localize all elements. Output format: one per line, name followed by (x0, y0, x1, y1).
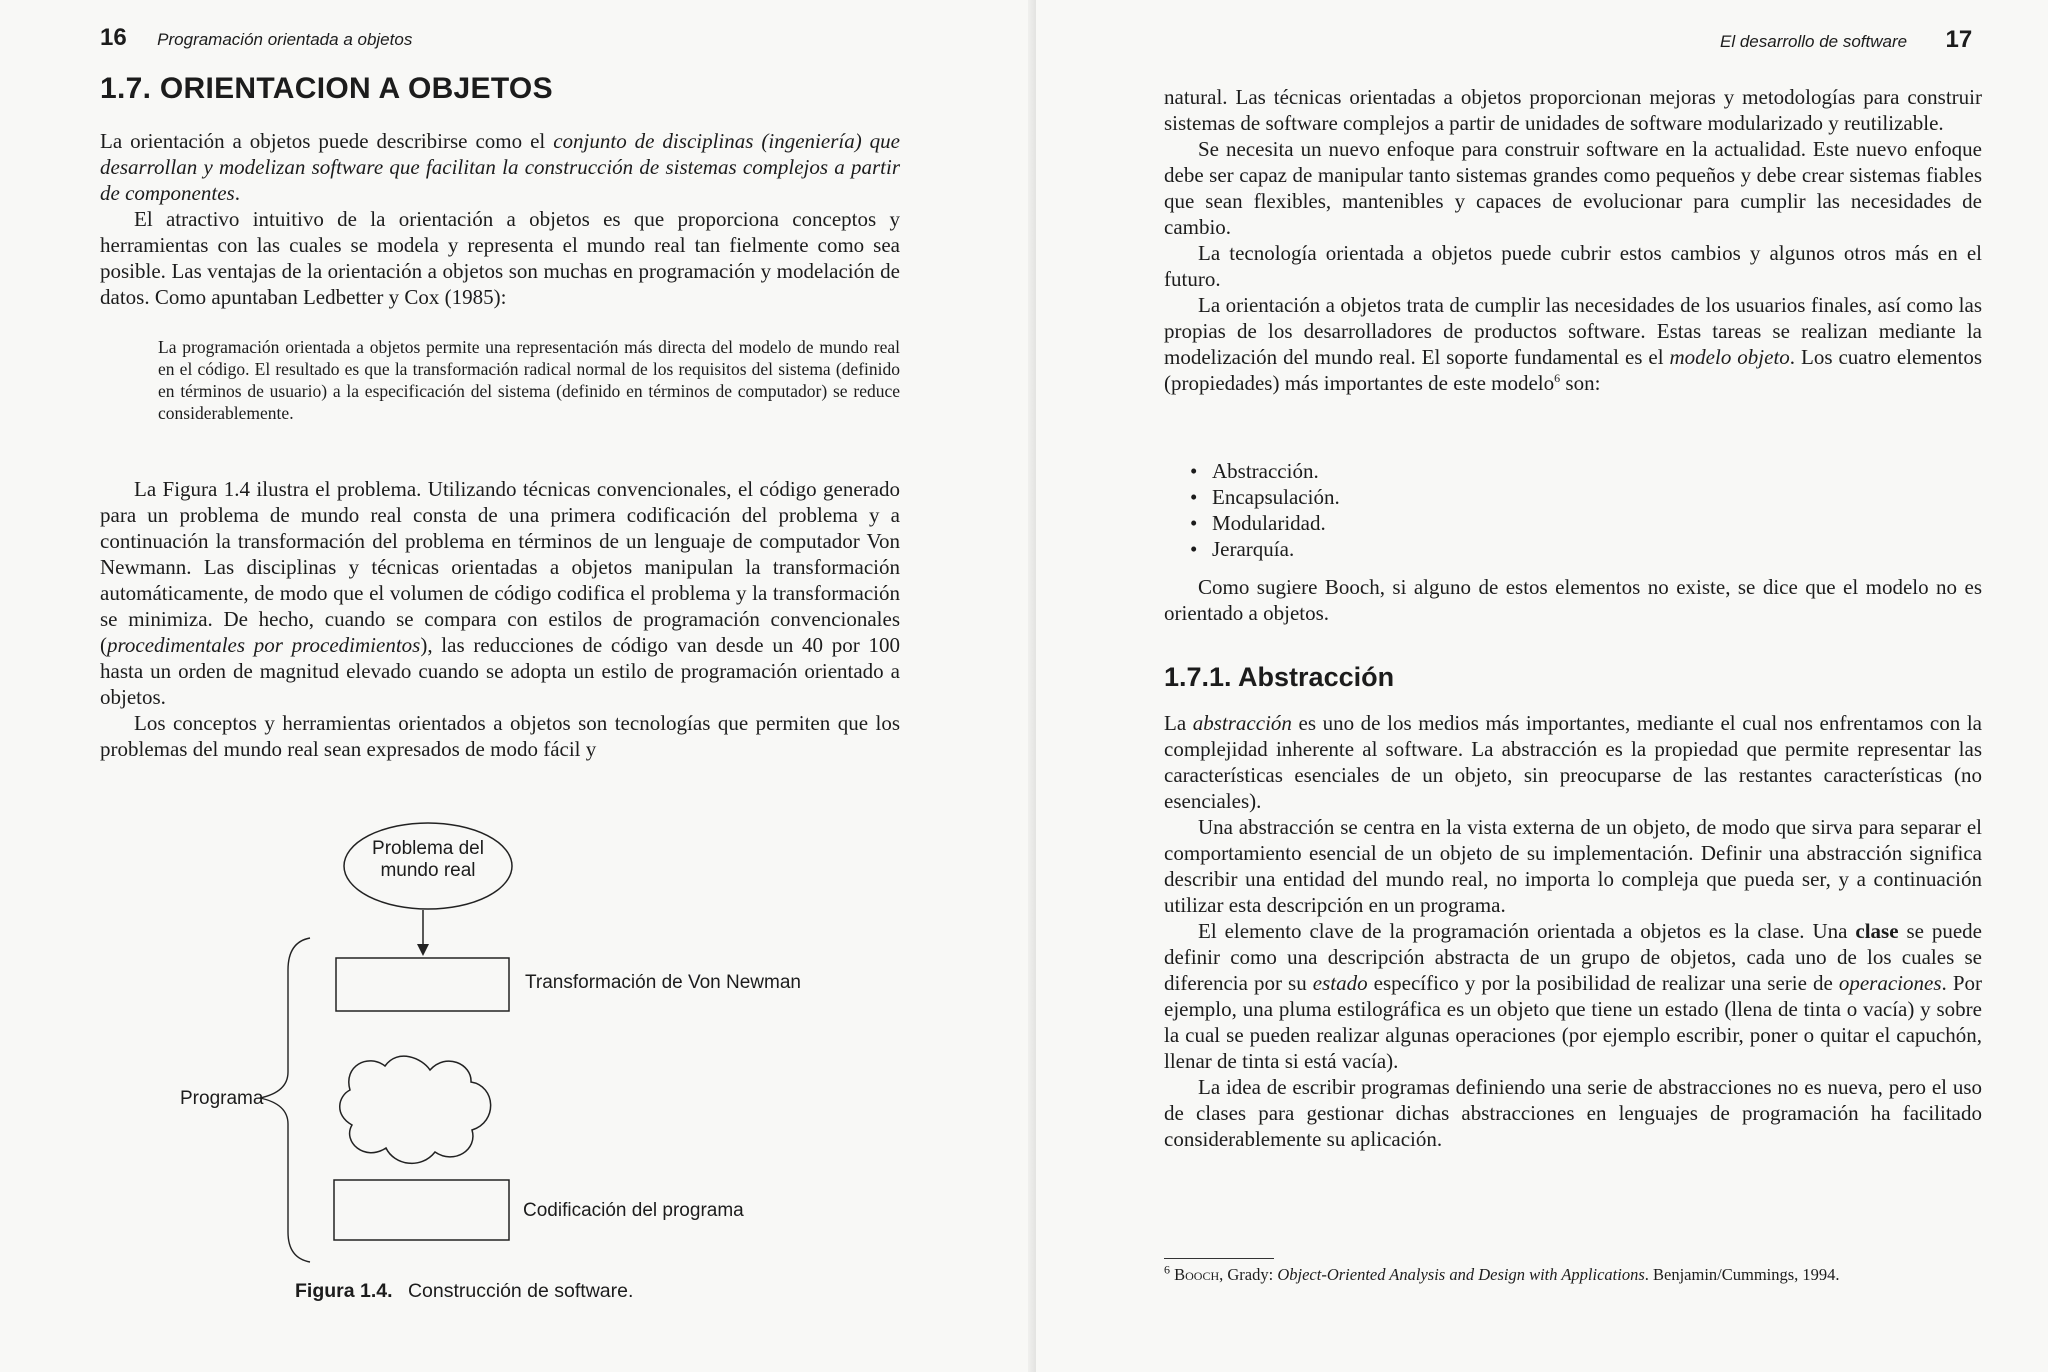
paragraph: natural. Las técnicas orientadas a objetos proporcionan mejoras y metodologías para construir sistemas de software complejos a partir de unidades de software modularizado y reutilizable. (1164, 85, 1982, 135)
left-body-top (100, 128, 900, 310)
figure-drawing (160, 820, 880, 1280)
footnote-ref: 6 (1554, 371, 1561, 385)
figure-caption-text: Construcción de software. (407, 1280, 634, 1302)
left-running-title: Programación orientada a objetos (157, 30, 413, 49)
left-body-bottom (100, 476, 900, 762)
italic-term: abstracción (1192, 711, 1292, 735)
right-body-middle (1164, 574, 1982, 626)
footnote-author: Booch (1174, 1265, 1220, 1284)
footnote (1164, 1264, 1982, 1286)
left-running-head (100, 24, 412, 52)
transformation-label: Transformación de Von Newman (525, 972, 801, 993)
program-label: Programa (180, 1088, 264, 1109)
italic-term: modelo objeto (1669, 345, 1790, 369)
footnote-title: Object-Oriented Analysis and Design with Applications (1277, 1265, 1645, 1284)
paragraph (1164, 292, 1982, 396)
text: . Benjamin/Cummings, 1994. (1644, 1265, 1840, 1284)
paragraph (100, 128, 900, 206)
block-quote: La programación orientada a objetos permite una representación más directa del modelo de mundo real en el código. El resultado es que la transformación radical normal de los requisitos del sistema (definido en términos de usuario) a la especificación del sistema (definido en términos de computador) se reduce considerablemente. (158, 337, 900, 423)
problem-label: Problema del mundo real (372, 838, 484, 881)
text: es uno de los medios más importantes, mediante el cual nos enfrentamos con la complejidad inherente al software. La abstracción es la propiedad que permite representar las características esenciales de un objeto, sin preocuparse de las restantes características (no esenciales). (1164, 711, 1982, 813)
paragraph: Como sugiere Booch, si alguno de estos elementos no existe, se dice que el modelo no es orientado a objetos. (1164, 575, 1982, 625)
right-body-bottom (1164, 710, 1982, 1152)
subsection-heading: 1.7.1. Abstracción (1164, 662, 1395, 692)
footnote-number: 6 (1164, 1262, 1170, 1277)
transformation-box (336, 958, 509, 1011)
text: son: (1560, 371, 1601, 395)
paragraph (1164, 710, 1982, 814)
right-running-head (1720, 26, 1972, 54)
text: se puede definir como una descripción abstracta de un grupo de objetos, cada uno de los cuales se diferencia por su (1164, 919, 1982, 995)
paragraph: La tecnología orientada a objetos puede cubrir estos cambios y algunos otros más en el futuro. (1164, 241, 1982, 291)
paragraph: La idea de escribir programas definiendo una serie de abstracciones no es nueva, pero el uso de clases para gestionar dichas abstracciones en lenguajes de programación ha facilitado considerablemente su aplicación. (1164, 1075, 1982, 1151)
section-heading: 1.7. ORIENTACION A OBJETOS (100, 72, 553, 105)
text: , Grady: (1219, 1265, 1278, 1284)
codification-label: Codificación del programa (523, 1200, 744, 1221)
list-item: • Abstracción. (1190, 458, 1340, 484)
paragraph (100, 476, 900, 710)
list-item: • Modularidad. (1190, 510, 1340, 536)
paragraph: Los conceptos y herramientas orientados a objetos son tecnologías que permiten que los problemas del mundo real sean expresados de modo fácil y (100, 711, 900, 761)
left-page-number: 16 (100, 24, 127, 51)
text: La orientación a objetos trata de cumplir las necesidades de los usuarios finales, así como las propias de los desarrolladores de productos software. Estas tareas se realizan mediante la modelización del mundo real. El soporte fundamental es el (1164, 293, 1982, 369)
bold-term: clase (1855, 919, 1899, 943)
italic-term: operaciones (1838, 971, 1942, 995)
codification-box (334, 1180, 509, 1240)
figure-number: Figura 1.4. (295, 1280, 393, 1302)
list-item: • Jerarquía. (1190, 536, 1340, 562)
program-brace (260, 938, 310, 1262)
properties-list (1190, 458, 1340, 562)
italic-term: estado (1312, 971, 1368, 995)
right-running-title: El desarrollo de software (1720, 32, 1908, 51)
text: específico y por la posibilidad de realizar una serie de (1367, 971, 1839, 995)
text: . (234, 181, 240, 205)
text: . Por ejemplo, una pluma estilográfica es un objeto que tiene un estado (llena de tinta o vacía) y sobre la cual se pueden realizar algunas operaciones (por ejemplo escribir, poner o quitar el capuchón, llenar de tinta si está vacía). (1164, 971, 1982, 1073)
right-body-top (1164, 84, 1982, 396)
italic-term: procedimentales por procedimientos (107, 633, 421, 657)
arrow-head-icon (417, 944, 429, 956)
figure-1-4 (160, 820, 880, 1320)
right-page-number: 17 (1945, 26, 1973, 53)
footnote-rule (1164, 1258, 1274, 1259)
figure-caption (295, 1280, 633, 1303)
text: ), las reducciones de código van desde un 40 por 100 hasta un orden de magnitud elevado cuando se adopta un estilo de programación orientado a objetos. (100, 633, 900, 709)
text: La Figura 1.4 ilustra el problema. Utilizando técnicas convencionales, el código generado para un problema de mundo real consta de una primera codificación del problema y a continuación la transformación del problema en términos de un lenguaje de computador Von Newmann. Las disciplinas y técnicas orientadas a objetos manipulan la transformación automáticamente, de modo que el volumen de código codifica el problema y la transformación se minimiza. De hecho, cuando se compara con estilos de programación convencionales ( (100, 477, 900, 657)
paragraph: El atractivo intuitivo de la orientación a objetos es que proporciona conceptos y herramientas con las cuales se modela y representa el mundo real tan fielmente como sea posible. Las ventajas de la orientación a objetos son muchas en programación y modelación de datos. Como apuntaban Ledbetter y Cox (1985): (100, 207, 900, 309)
text: . Los cuatro elementos (propiedades) más importantes de este modelo (1164, 345, 1983, 395)
text: El elemento clave de la programación orientada a objetos es la clase. Una (1198, 919, 1856, 943)
italic-definition: conjunto de disciplinas (ingeniería) que desarrollan y modelizan software que facilitan la construcción de sistemas complejos a partir de componentes (100, 129, 900, 205)
text: La orientación a objetos puede describirse como el (100, 129, 554, 153)
paragraph (1164, 918, 1982, 1074)
code-blob (340, 1056, 491, 1163)
text: La (1164, 711, 1193, 735)
paragraph: Una abstracción se centra en la vista externa de un objeto, de modo que sirva para separar el comportamiento esencial de un objeto de su implementación. Definir una abstracción significa describir una entidad del mundo real, no importa lo compleja que pueda ser, y a continuación utilizar esta descripción en un programa. (1164, 815, 1982, 917)
paragraph: Se necesita un nuevo enfoque para construir software en la actualidad. Este nuevo enfoque debe ser capaz de manipular tanto sistemas grandes como pequeños y debe crear sistemas fiables que sean flexibles, mantenibles y capaces de evolucionar para cumplir las necesidades de cambio. (1164, 137, 1982, 239)
list-item: • Encapsulación. (1190, 484, 1340, 510)
